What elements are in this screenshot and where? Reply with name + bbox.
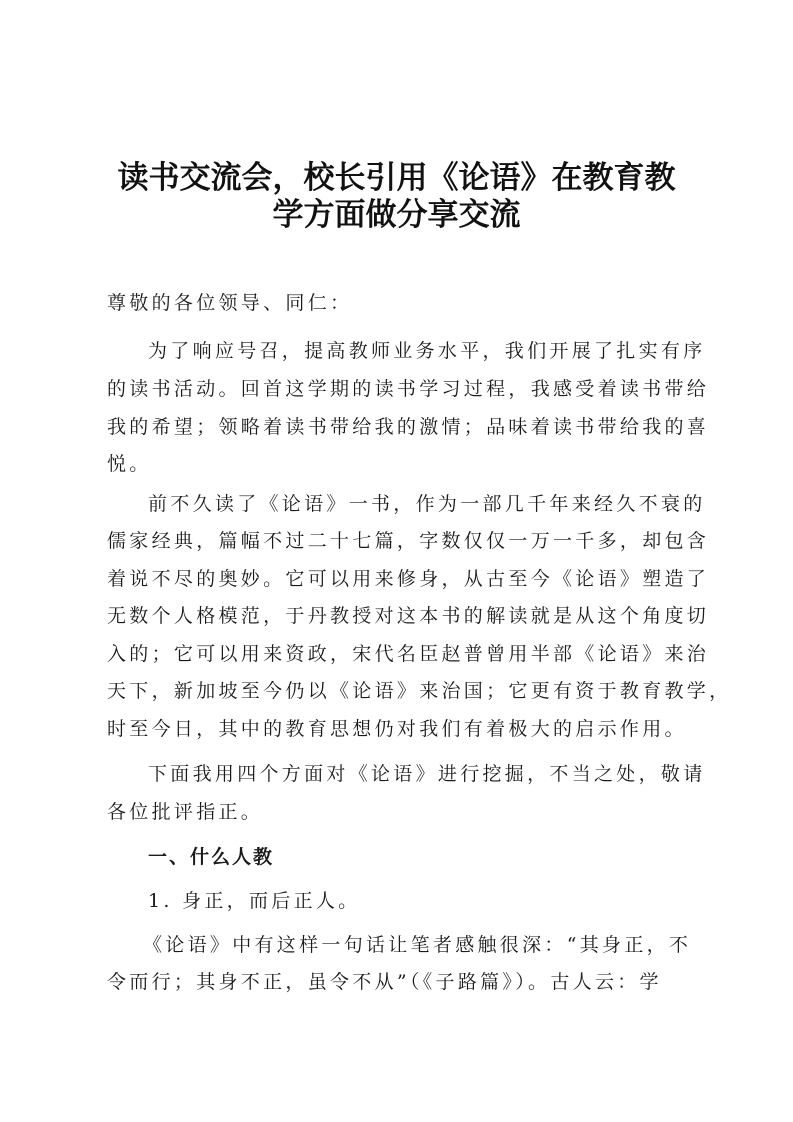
salutation: 尊敬的各位领导、同仁： [107,292,353,314]
paragraph-2-line: 无数个人格模范，于丹教授对这本书的解读就是从这个角度切 [107,605,710,627]
document-title-line-2: 学方面做分享交流 [272,197,521,233]
paragraph-4-line: 令而行；其身不正，虽令不从”（《子路篇》）。古人云：学 [107,971,662,993]
paragraph-2-line: 儒家经典，篇幅不过二十七篇，字数仅仅一万一千多，却包含 [107,530,710,552]
document-title-line-1: 读书交流会，校长引用《论语》在教育教 [117,160,676,196]
paragraph-2-line: 前不久读了《论语》一书，作为一部几千年来经久不衰的 [148,493,706,515]
paragraph-2-line: 入的；它可以用来资政，宋代名臣赵普曾用半部《论语》来治 [107,643,710,665]
paragraph-4-line: 《论语》中有这样一句话让笔者感触很深：“其身正，不 [143,934,692,956]
paragraph-1-line: 的读书活动。回首这学期的读书学习过程，我感受着读书带给 [107,378,710,400]
paragraph-3-line: 下面我用四个方面对《论语》进行挖掘，不当之处，敬请 [148,763,706,785]
subheading: 1. 身正，而后正人。 [148,890,361,912]
paragraph-2-line: 时至今日，其中的教育思想仍对我们有着极大的启示作用。 [107,718,687,740]
paragraph-1-line: 为了响应号召，提高教师业务水平，我们开展了扎实有序 [148,340,706,362]
paragraph-2-line: 着说不尽的奥妙。它可以用来修身，从古至今《论语》塑造了 [107,568,710,590]
paragraph-1-line: 我的希望；领略着读书带给我的激情；品味着读书带给我的喜 [107,416,710,438]
paragraph-1-line: 悦。 [107,453,152,475]
section-heading: 一、什么人教 [148,846,275,868]
paragraph-3-line: 各位批评指正。 [107,801,264,823]
paragraph-2-line: 天下，新加坡至今仍以《论语》来治国；它更有资于教育教学， [107,680,732,702]
